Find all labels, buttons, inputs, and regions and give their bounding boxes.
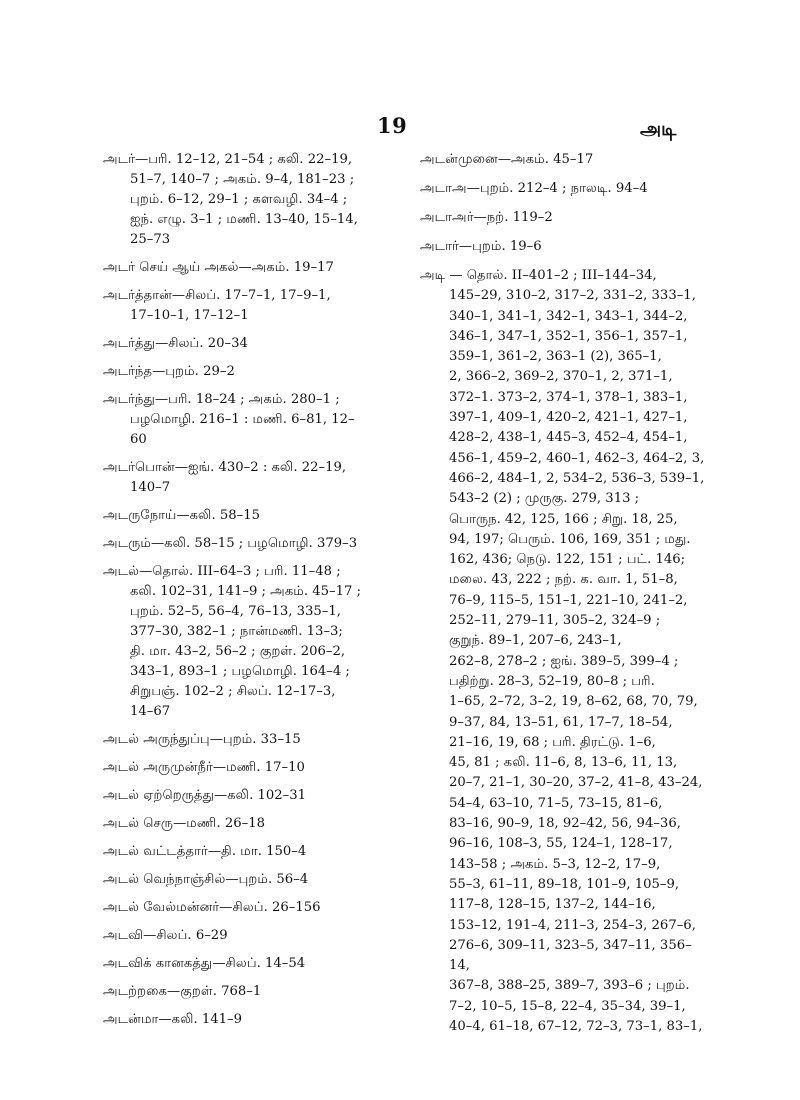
index-entry: அடல் ஏற்றெருத்து—கலி. 102–31	[103, 788, 307, 803]
index-entry: அடவி—சிலப். 6–29	[103, 928, 228, 943]
index-entry: அடல் வெந்நாஞ்சில்—புறம். 56–4	[103, 872, 309, 887]
index-entry: அடல் அருமுன்நீர்—மணி. 17–10	[103, 760, 305, 775]
index-entry: அடல் அருந்துப்பு—புறம். 33–15	[103, 732, 301, 747]
index-entry: அடற்றகை—குறள். 768–1	[103, 984, 262, 999]
index-entry: அடர்ந்து—பரி. 18–24 ; அகம். 280–1 ; பழமொழி. 216–1 : மணி. 6–81, 12– 60	[103, 392, 355, 447]
index-entry: அடல் வேல்மன்னர்—சிலப். 26–156	[103, 900, 321, 915]
index-entry: அடர்—பரி. 12–12, 21–54 ; கலி. 22–19, 51–7, 140–7 ; அகம். 9–4, 181–23 ; புறம். 6–12, 29–1 ; களவழி. 34–4 ; ஐந். எழு. 3–1 ; மணி. 13–40, 15–14, 25–73	[103, 152, 358, 247]
index-entry: அடர் செய் ஆய் அகல்—அகம். 19–17	[103, 260, 334, 275]
index-entry: அடாஅ—புறம். 212–4 ; நாலடி. 94–4	[420, 181, 648, 196]
index-entry: அடர்பொன்—ஐங். 430–2 : கலி. 22–19, 140–7	[103, 460, 347, 495]
index-entry: அடி — தொல். II–401–2 ; III–144–34, 145–29, 310–2, 317–2, 331–2, 333–1, 340–1, 341–1, 342–1, 343–1, 344–2, 346–1, 347–1, 352–1, 356–1, 357–1, 359–1, 361–2, 363–1 (2), 365–1, 2, 366–2, 369–2, 370–1, 2, 371–1, 372–1. 373–2, 374–1, 378–1, 383–1, 397–1, 409–1, 420–2, 421–1, 427–1, 428–2, 438–1, 445–3, 452–4, 454–1, 456–1, 459–2, 460–1, 462–3, 464–2, 3, 466–2, 484–1, 2, 534–2, 536–3, 539–1, 543–2 (2) ; முருகு. 279, 313 ; பொருந. 42, 125, 166 ; சிறு. 18, 25, 94, 197; பெரும். 106, 169, 351 ; மது. 162, 436; நெடு. 122, 151 ; பட். 146; மலை. 43, 222 ; நற். க. வா. 1, 51–8, 76–9, 115–5, 151–1, 221–10, 241–2, 252–11, 279–11, 305–2, 324–9 ; குறுந். 89–1, 207–6, 243–1, 262–8, 278–2 ; ஐங். 389–5, 399–4 ; பதிற்று. 28–3, 52–19, 80–8 ; பரி. 1–65, 2–72, 3–2, 19, 8–62, 68, 70, 79, 9–37, 84, 13–51, 61, 17–7, 18–54, 21–16, 19, 68 ; பரி. திரட்டு. 1–6, 45, 81 ; கலி. 11–6, 8, 13–6, 11, 13, 20–7, 21–1, 30–20, 37–2, 41–8, 43–24, 54–4, 63–10, 71–5, 73–15, 81–6, 83–16, 90–9, 18, 92–42, 56, 94–36, 96–16, 108–3, 55, 124–1, 128–17, 143–58 ; அகம். 5–3, 12–2, 17–9, 55–3, 61–11, 89–18, 101–9, 105–9, 117–8, 128–15, 137–2, 144–16, 153–12, 191–4, 211–3, 254–3, 267–6, 276–6, 309–11, 323–5, 347–11, 356–14, 367–8, 388–25, 389–7, 393–6 ; புறம். 7–2, 10–5, 15–8, 22–4, 35–34, 39–1, 40–4, 61–18, 67–12, 72–3, 73–1, 83–1,	[420, 268, 705, 1034]
left-column	[103, 150, 393, 1038]
index-entry: அடன்முனை—அகம். 45–17	[420, 152, 594, 167]
index-entry: அடருநோய்—கலி. 58–15	[103, 508, 260, 523]
right-column	[420, 150, 710, 1046]
index-entry: அடரும்—கலி. 58–15 ; பழமொழி. 379–3	[103, 536, 358, 551]
index-entry: அடாஅர்—நற். 119–2	[420, 210, 553, 225]
index-entry: அடர்த்து—சிலப். 20–34	[103, 336, 248, 351]
index-entry: அடவிக் கானகத்து—சிலப். 14–54	[103, 956, 306, 971]
page-number: 19	[377, 113, 408, 138]
index-entry: அடர்ந்த—புறம். 29–2	[103, 364, 235, 379]
index-entry: அடார்—புறம். 19–6	[420, 239, 542, 254]
index-entry: அடல்—தொல். III–64–3 ; பரி. 11–48 ; கலி. 102–31, 141–9 ; அகம். 45–17 ; புறம். 52–5, 56–4, 76–13, 335–1, 377–30, 382–1 ; நான்மணி. 13–3; தி. மா. 43–2, 56–2 ; குறள். 206–2, 343–1, 893–1 ; பழமொழி. 164–4 ; சிறுபஞ். 102–2 ; சிலப். 12–17–3, 14–67	[103, 564, 362, 719]
index-entry: அடல் வட்டத்தார்—தி. மா. 150–4	[103, 844, 307, 859]
running-head: அடி	[640, 118, 677, 140]
index-entry: அடல் செரு—மணி. 26–18	[103, 816, 266, 831]
index-entry: அடன்மா—கலி. 141–9	[103, 1012, 243, 1027]
index-entry: அடர்த்தான்—சிலப். 17–7–1, 17–9–1, 17–10–1, 17–12–1	[103, 288, 331, 323]
